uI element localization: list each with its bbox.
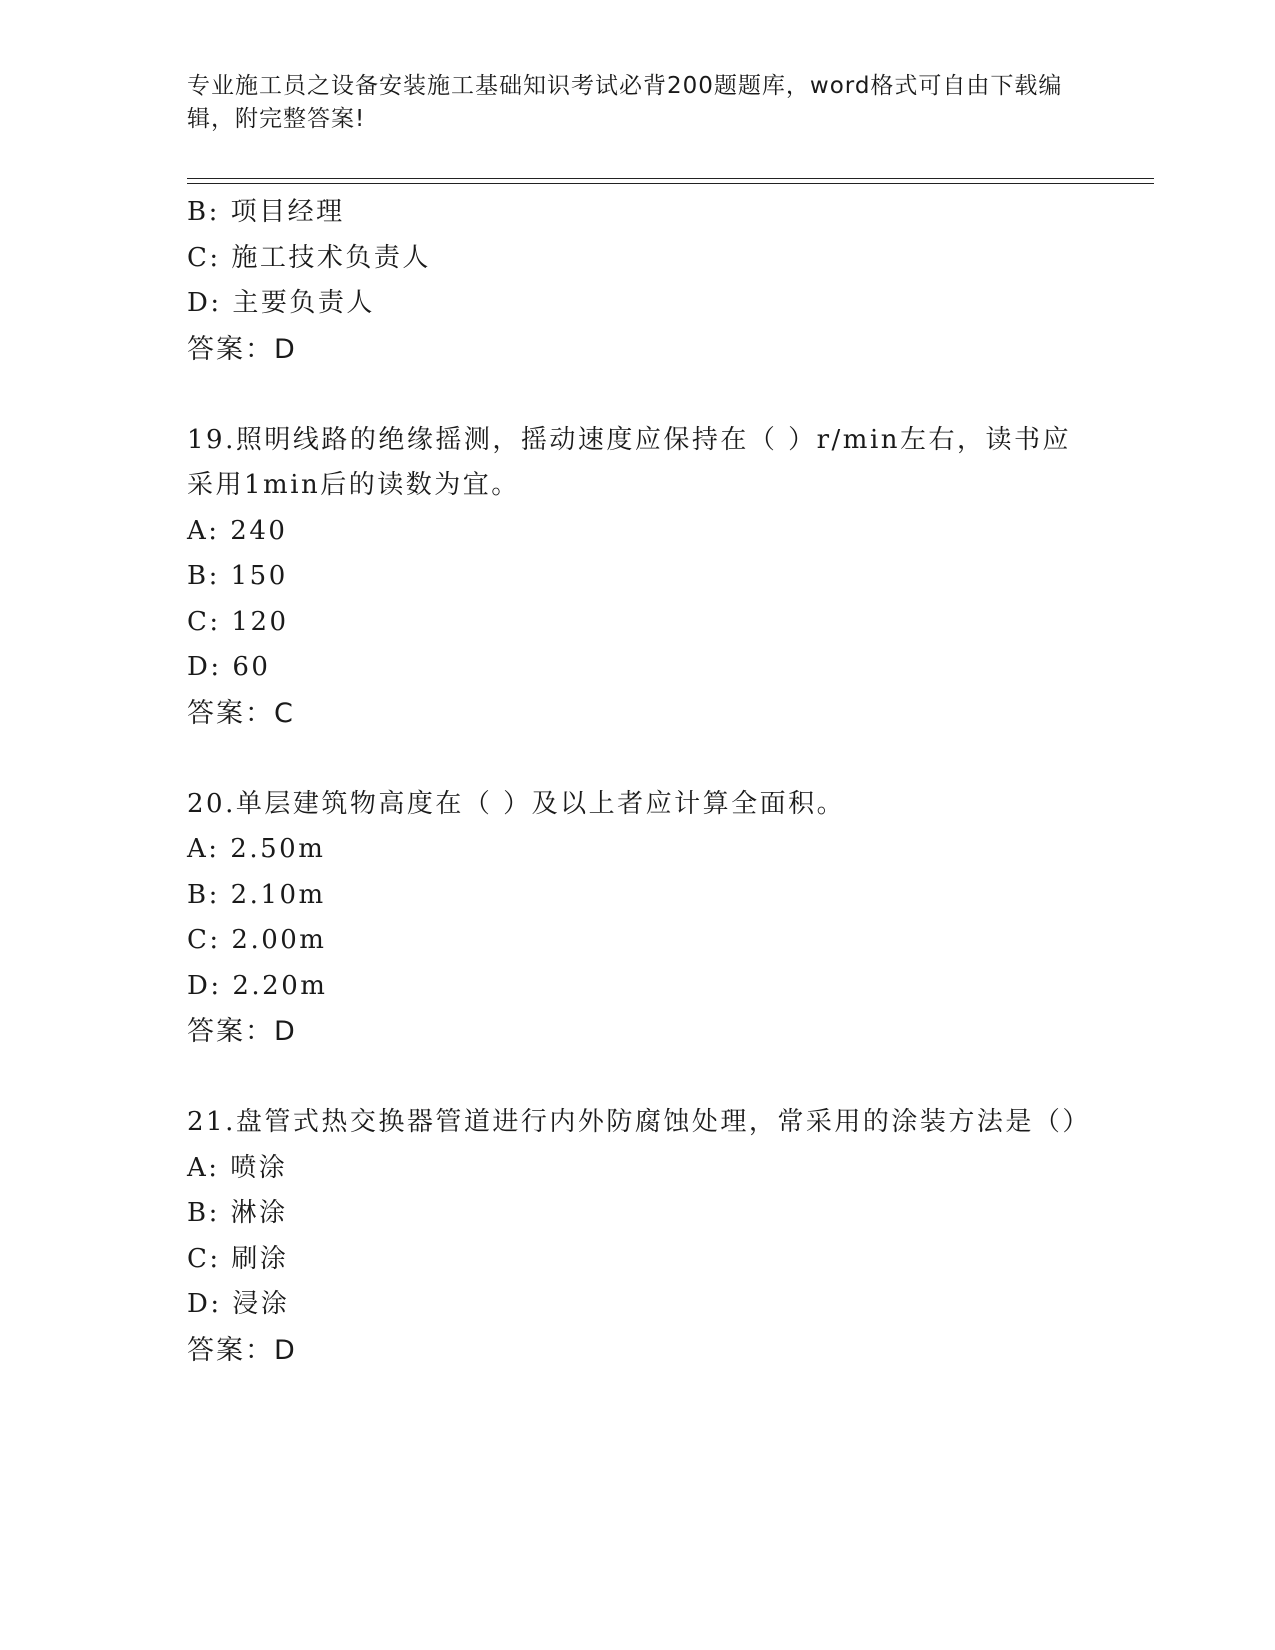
header-divider-top [187, 178, 1154, 179]
option-b: B: 150 [187, 561, 288, 591]
answer-label: 答案：D [187, 333, 297, 365]
option-b: B: 淋涂 [187, 1198, 288, 1228]
header-divider-bottom [187, 183, 1154, 184]
option-b: B: 2.10m [187, 879, 326, 910]
answer-label: 答案：C [187, 697, 295, 729]
option-a: A: 2.50m [187, 834, 326, 864]
option-c: C: 2.00m [187, 925, 327, 955]
option-d: D: 浸涂 [187, 1289, 290, 1319]
question-21 [187, 1100, 1091, 1373]
answer-label: 答案：D [187, 1334, 297, 1366]
question-19 [187, 418, 1087, 737]
option-b: B: 项目经理 [187, 197, 345, 227]
question-text: 19.照明线路的绝缘摇测，摇动速度应保持在（ ）r/min左右，读书应采用1min后的读数为宜。 [187, 424, 1072, 500]
question-text: 20.单层建筑物高度在（ ）及以上者应计算全面积。 [187, 788, 846, 819]
option-d: D: 主要负责人 [187, 288, 375, 318]
question-20 [187, 782, 1087, 1055]
question-18 [187, 190, 1087, 372]
option-c: C: 120 [187, 606, 289, 637]
option-c: C: 施工技术负责人 [187, 242, 431, 273]
question-text: 21.盘管式热交换器管道进行内外防腐蚀处理，常采用的涂装方法是（） [187, 1107, 1091, 1137]
answer-label: 答案：D [187, 1016, 297, 1047]
option-c: C: 刷涂 [187, 1243, 289, 1274]
document-header: 专业施工员之设备安装施工基础知识考试必背200题题库，word格式可自由下载编辑，附完整答案! [187, 73, 1063, 132]
option-d: D: 2.20m [187, 970, 328, 1001]
option-a: A: 240 [187, 515, 288, 546]
option-d: D: 60 [187, 652, 271, 682]
question-list [187, 190, 1091, 1373]
option-a: A: 喷涂 [187, 1152, 288, 1183]
